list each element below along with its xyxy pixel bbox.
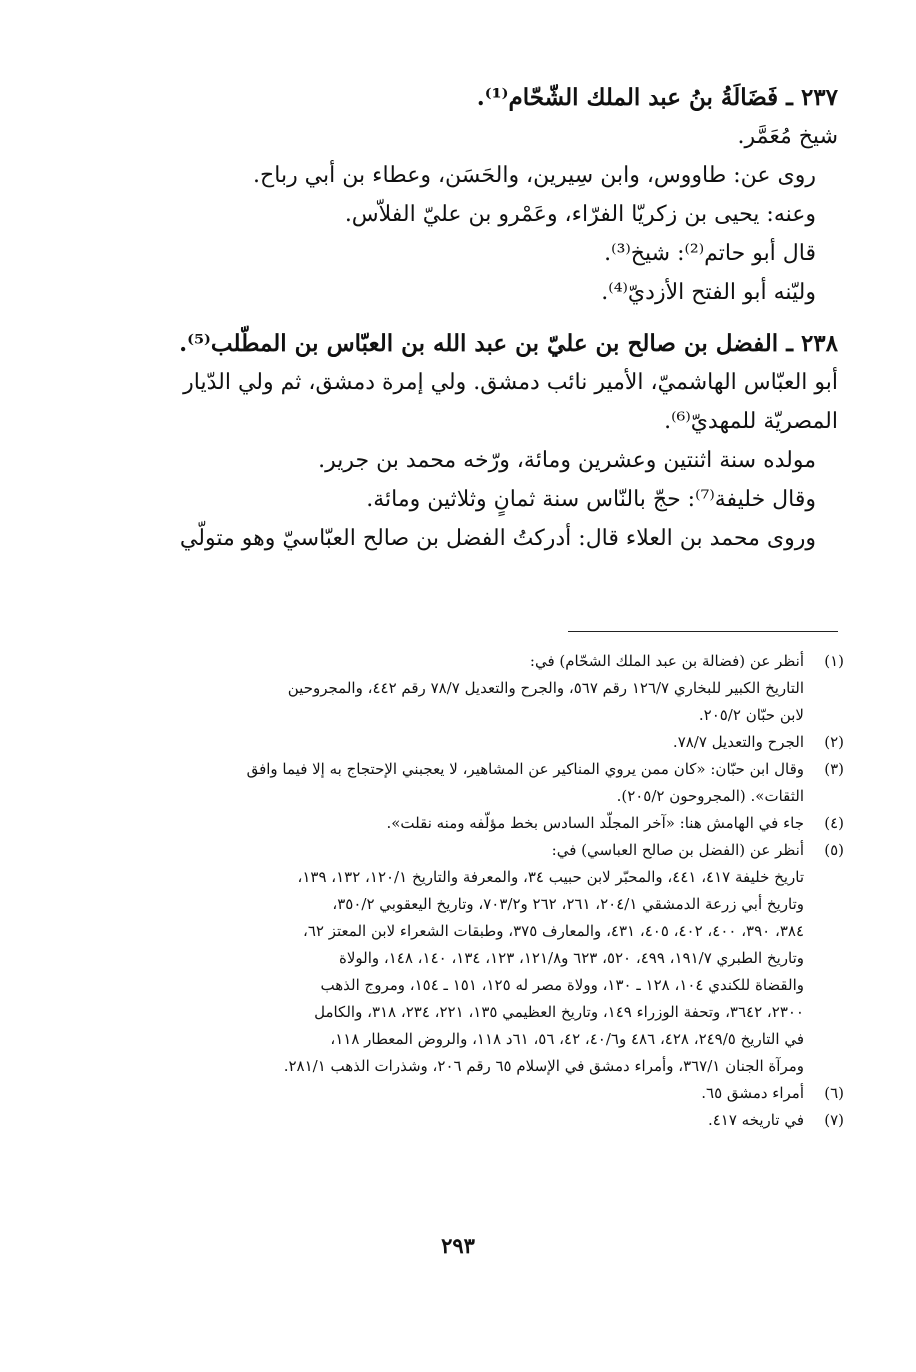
entry-line: شيخ مُعَمَّر. <box>737 124 838 149</box>
footnote-line: الجرح والتعديل ٧٨/٧. <box>672 733 804 751</box>
entry-line: مولده سنة اثنتين وعشرين ومائة، ورّخه محمد بن جرير. <box>318 448 816 473</box>
entry-line: قال أبو حاتم⁽²⁾: شيخ⁽³⁾. <box>604 241 816 266</box>
footnote-line: لابن حبّان ٢٠٥/٢. <box>698 706 804 724</box>
entry-title: ٢٣٧ ـ فَضَالَةُ بنُ عبد الملك الشّحّام⁽¹⁾. <box>476 84 838 111</box>
footnote-divider <box>568 631 838 632</box>
footnote-line: والقضاة للكندي ١٠٤، ١٢٨ ـ ١٣٠، وولاة مصر له ١٢٥، ١٥١ ـ ١٥٤، ومروج الذهب <box>320 976 804 994</box>
entry-title: ٢٣٨ ـ الفضل بن صالح بن عليّ بن عبد الله بن العبّاس بن المطّلب⁽⁵⁾. <box>179 330 838 357</box>
footnote-3 <box>64 756 844 810</box>
footnote-line: في التاريخ ٢٤٩/٥، ٤٢٨، ٤٨٦ و٤٠/٦، ٤٢، ٥٦، ٦١د ١١٨، والروض المعطار ١١٨، <box>330 1030 804 1048</box>
footnote-2 <box>64 729 844 756</box>
footnote-line: وقال ابن حبّان: «كان ممن يروي المناكير عن المشاهير، لا يعجبني الإحتجاج به إلا فيما وافق <box>246 760 804 778</box>
footnote-line: أمراء دمشق ٦٥. <box>701 1084 804 1102</box>
footnote-6 <box>64 1080 844 1107</box>
footnote-number: (١) <box>824 652 844 670</box>
footnote-line: الثقات». (المجروحون ٢٠٥/٢). <box>616 787 804 805</box>
footnote-number: (٢) <box>824 733 844 751</box>
entry-line: وليّنه أبو الفتح الأزديّ⁽⁴⁾. <box>601 280 816 305</box>
footnotes <box>64 648 844 1134</box>
footnote-7 <box>64 1107 844 1134</box>
footnote-number: (٣) <box>824 760 844 778</box>
entry-238 <box>118 324 838 558</box>
entry-line: أبو العبّاس الهاشميّ، الأمير نائب دمشق. ولي إمرة دمشق، ثم ولي الدّيار <box>183 370 838 395</box>
entry-line: روى عن: طاووس، وابن سِيرين، والحَسَن، وعطاء بن أبي رباح. <box>253 163 816 188</box>
footnote-line: التاريخ الكبير للبخاري ١٢٦/٧ رقم ٥٦٧، والجرح والتعديل ٧٨/٧ رقم ٤٤٢، والمجروحين <box>287 679 804 697</box>
entry-line: المصريّة للمهديّ⁽⁶⁾. <box>664 409 838 434</box>
footnote-line: أنظر عن (الفضل بن صالح العباسي) في: <box>551 841 804 859</box>
footnote-number: (٦) <box>824 1084 844 1102</box>
footnote-line: وتاريخ أبي زرعة الدمشقي ٢٠٤/١، ٢٦١، ٢٦٢ و٧٠٣/٢، وتاريخ اليعقوبي ٣٥٠/٢، <box>332 895 804 913</box>
footnote-line: جاء في الهامش هنا: «آخر المجلّد السادس بخط مؤلّفه ومنه نقلت». <box>386 814 804 832</box>
footnote-number: (٥) <box>824 841 844 859</box>
footnote-line: تاريخ خليفة ٤١٧، ٤٤١، والمحبّر لابن حبيب ٣٤، والمعرفة والتاريخ ١٢٠/١، ١٣٢، ١٣٩، <box>297 868 804 886</box>
footnote-number: (٧) <box>824 1111 844 1129</box>
footnote-line: ومرآة الجنان ٣٦٧/١، وأمراء دمشق في الإسلام ٦٥ رقم ٢٠٦، وشذرات الذهب ٢٨١/١. <box>283 1057 804 1075</box>
footnote-line: ٣٨٤، ٣٩٠، ٤٠٠، ٤٠٢، ٤٠٥، ٤٣١، والمعارف ٣٧٥، وطبقات الشعراء لابن المعتز ٦٢، <box>303 922 804 940</box>
main-text <box>118 78 838 558</box>
entry-line: وقال خليفة⁽⁷⁾: حجّ بالنّاس سنة ثمانٍ وثلاثين ومائة. <box>366 487 816 512</box>
footnote-line: أنظر عن (فضالة بن عبد الملك الشحّام) في: <box>529 652 804 670</box>
footnote-line: وتاريخ الطبري ١٩١/٧، ٤٩٩، ٥٢٠، ٦٢٣ و١٢١/٨، ١٢٣، ١٣٤، ١٤٠، ١٤٨، والولاة <box>338 949 804 967</box>
entry-line: وروى محمد بن العلاء قال: أدركتُ الفضل بن صالح العبّاسيّ وهو متولّي <box>179 526 816 551</box>
footnote-line: في تاريخه ٤١٧. <box>707 1111 804 1129</box>
footnote-number: (٤) <box>824 814 844 832</box>
footnote-4 <box>64 810 844 837</box>
page-number: ٢٩٣ <box>441 1233 475 1258</box>
footnote-line: ٢٣٠٠، ٣٦٤٢، وتحفة الوزراء ١٤٩، وتاريخ العظيمي ١٣٥، ٢٢١، ٢٣٤، ٣١٨، والكامل <box>314 1003 804 1021</box>
entry-237 <box>118 78 838 312</box>
footnote-1 <box>64 648 844 729</box>
entry-line: وعنه: يحيى بن زكريّا الفرّاء، وعَمْرو بن عليّ الفلاّس. <box>344 202 816 227</box>
footnote-5 <box>64 837 844 1080</box>
